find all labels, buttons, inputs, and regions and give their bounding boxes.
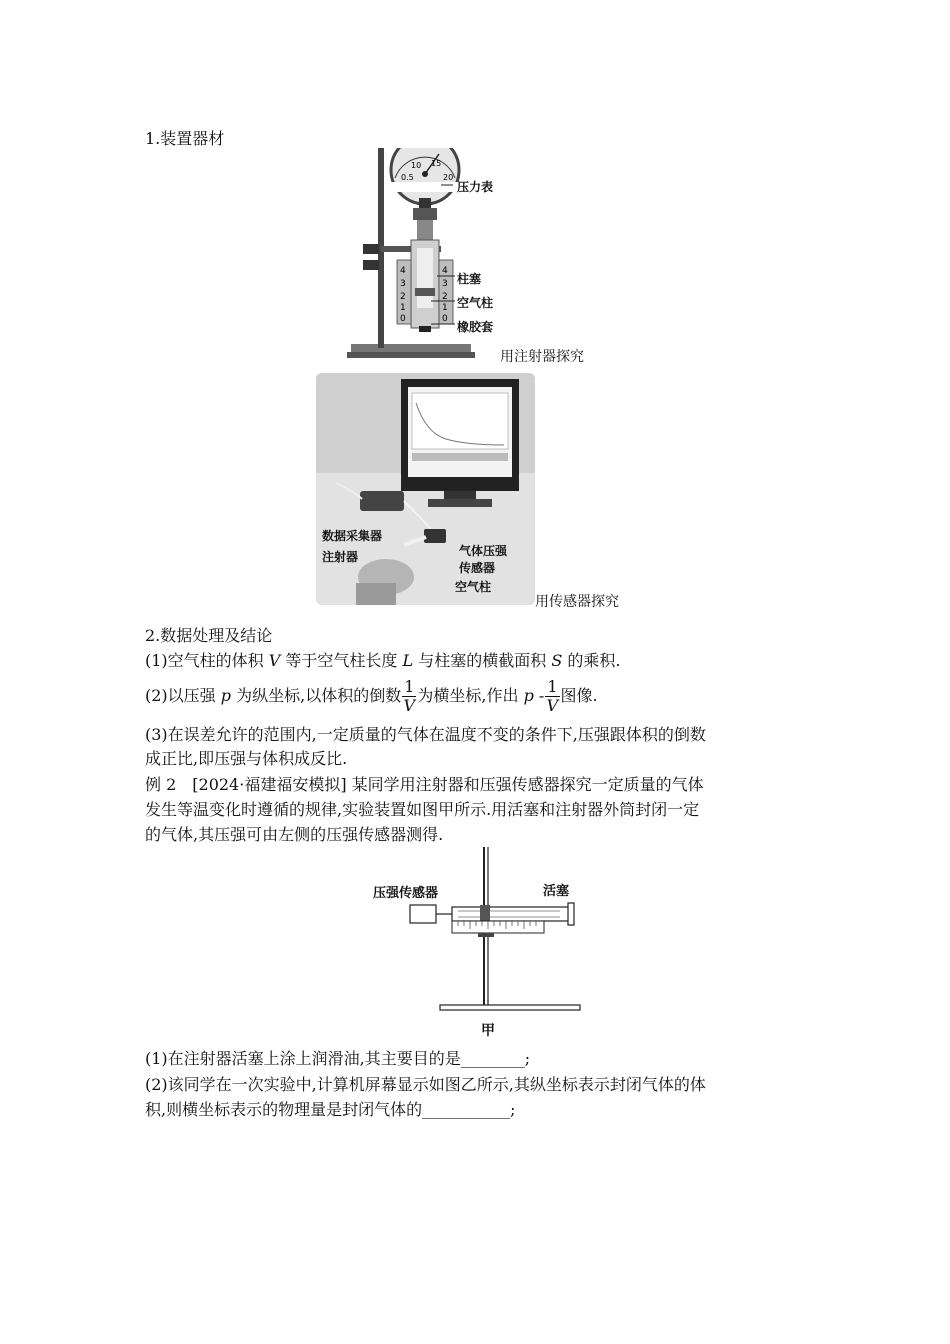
scale-digit-right-0: 0 <box>442 314 448 324</box>
label-data-collector: 数据采集器 <box>322 529 383 543</box>
conclusion-item-2: (2)以压强 p 为纵坐标,以体积的倒数 $\frac{1}{V}$ 为横坐标,作出 p - $\frac{1}{V}$ 图像. <box>145 677 598 715</box>
section1-heading: 1.装置器材 <box>145 129 225 148</box>
scale-digit-right-3: 3 <box>442 279 448 289</box>
gauge-number-20: 20 <box>443 173 454 182</box>
scale-digit-left-4: 4 <box>400 266 406 276</box>
gauge-number-0-5: 0.5 <box>401 173 414 182</box>
scale-digit-left-1: 1 <box>400 303 406 313</box>
label-rubber-cap: 橡胶套 <box>457 320 494 334</box>
conclusion-item-3-line2: 成正比,即压强与体积成反比. <box>145 749 348 768</box>
question-1: (1)在注射器活塞上涂上润滑油,其主要目的是________; <box>145 1049 531 1068</box>
fraction-one-over-v-2: $\frac{1}{V}$ <box>546 677 559 715</box>
scale-digit-right-2: 2 <box>442 292 448 302</box>
scale-digit-left-3: 3 <box>400 279 406 289</box>
label-sensor: 传感器 <box>459 561 496 575</box>
label-plunger: 柱塞 <box>457 272 482 286</box>
scale-digit-left-0: 0 <box>400 314 406 324</box>
example2-line1: 例 2 [2024·福建福安模拟] 某同学用注射器和压强传感器探究一定质量的气体 <box>145 775 704 794</box>
label-gas-pressure: 气体压强 <box>459 544 508 558</box>
fraction-one-over-v: $\frac{1}{V}$ <box>403 677 416 715</box>
sensor-apparatus-drawing <box>316 373 535 605</box>
scale-digit-right-1: 1 <box>442 303 448 313</box>
scale-digit-right-4: 4 <box>442 266 448 276</box>
scale-digit-left-2: 2 <box>400 292 406 302</box>
example2-line2: 发生等温变化时遵循的规律,实验装置如图甲所示.用活塞和注射器外筒封闭一定 <box>145 800 700 819</box>
question-2-line1: (2)该同学在一次实验中,计算机屏幕显示如图乙所示,其纵坐标表示封闭气体的体 <box>145 1075 706 1094</box>
figure-sensor-apparatus <box>316 373 535 605</box>
figure2-caption: 用传感器探究 <box>535 594 619 610</box>
conclusion-item-3-line1: (3)在误差允许的范围内,一定质量的气体在温度不变的条件下,压强跟体积的倒数 <box>145 725 706 744</box>
figure1-caption: 用注射器探究 <box>500 349 584 365</box>
label-air-column-2: 空气柱 <box>455 580 492 594</box>
figure-syringe-apparatus <box>345 148 525 363</box>
conclusion-item-1: (1)空气柱的体积 V 等于空气柱长度 L 与柱塞的横截面积 S 的乘积. <box>145 651 621 670</box>
question-2-line2: 积,则横坐标表示的物理量是封闭气体的___________; <box>145 1100 516 1119</box>
label-pressure-sensor: 压强传感器 <box>373 886 439 901</box>
label-pressure-gauge: 压力表 <box>457 180 494 194</box>
gauge-number-15: 15 <box>431 159 442 168</box>
section2-heading: 2.数据处理及结论 <box>145 626 273 645</box>
jia-apparatus-drawing <box>370 845 585 1015</box>
figure-jia-apparatus <box>370 845 585 1015</box>
gauge-number-10: 10 <box>411 161 422 170</box>
figure3-caption: 甲 <box>481 1023 495 1039</box>
label-piston: 活塞 <box>543 884 570 899</box>
example2-line3: 的气体,其压强可由左侧的压强传感器测得. <box>145 825 444 844</box>
syringe-apparatus-drawing <box>345 148 525 363</box>
label-air-column: 空气柱 <box>457 296 494 310</box>
label-syringe: 注射器 <box>322 550 359 564</box>
